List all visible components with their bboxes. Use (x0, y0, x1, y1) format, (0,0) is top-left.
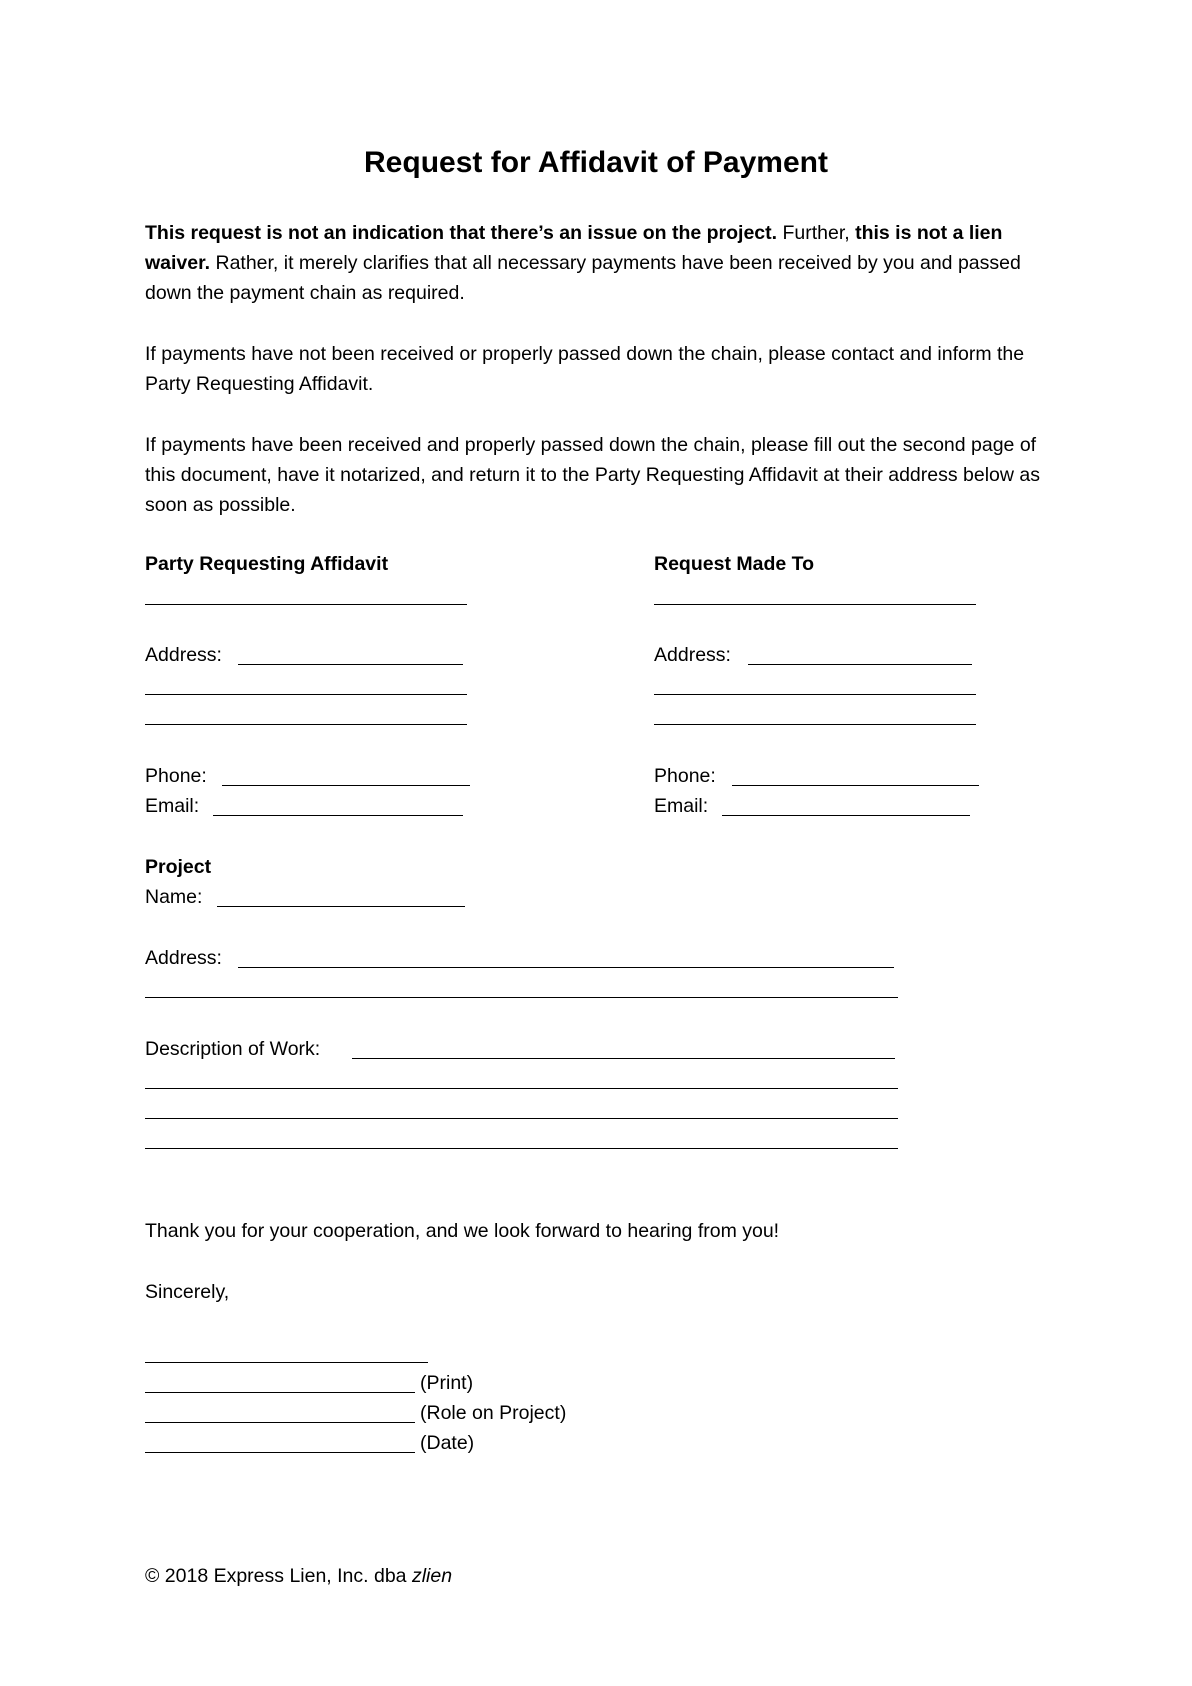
copyright-text: © 2018 Express Lien, Inc. dba (145, 1565, 412, 1587)
request-made-to-name-field[interactable] (654, 604, 976, 605)
request-made-to-email-field[interactable] (722, 815, 970, 816)
contact-paragraph: If payments have not been received or properly passed down the chain, please contact and inform the Party Requesting Affidavit. (145, 343, 1025, 395)
party-requesting-email-label: Email: (145, 795, 200, 817)
party-requesting-email-field[interactable] (213, 815, 463, 816)
document-title: Request for Affidavit of Payment (364, 146, 828, 179)
party-requesting-heading: Party Requesting Affidavit (145, 553, 389, 575)
brand-name: zlien (411, 1565, 453, 1587)
intro-bold-1: This request is not an indication that there’s an issue on the project. (145, 222, 778, 244)
request-made-to-heading: Request Made To (654, 553, 814, 575)
party-requesting-address-line-3[interactable] (145, 724, 467, 725)
instructions-paragraph: If payments have been received and properly passed down the chain, please fill out the second page of this document, have it notarized, and return it to the Party Requesting Affidavit at their address below as soon as possible. (145, 434, 1040, 516)
thank-you-text: Thank you for your cooperation, and we look forward to hearing from you! (145, 1220, 780, 1242)
project-address-line-2[interactable] (145, 997, 898, 998)
description-field[interactable] (352, 1058, 895, 1059)
project-address-label: Address: (145, 947, 222, 969)
intro-bold-2: this is not a lien waiver. (145, 222, 1003, 274)
request-made-to-phone-field[interactable] (732, 785, 979, 786)
print-name-field[interactable] (145, 1392, 415, 1393)
request-made-to-address-field[interactable] (748, 664, 972, 665)
request-made-to-email-label: Email: (654, 795, 709, 817)
print-label: (Print) (420, 1372, 474, 1394)
signature-field[interactable] (145, 1362, 428, 1363)
role-label: (Role on Project) (420, 1402, 567, 1424)
party-requesting-name-field[interactable] (145, 604, 467, 605)
description-line-2[interactable] (145, 1088, 898, 1089)
request-made-to-address-line-2[interactable] (654, 694, 976, 695)
role-field[interactable] (145, 1422, 415, 1423)
project-name-field[interactable] (217, 906, 465, 907)
party-requesting-address-field[interactable] (238, 664, 463, 665)
party-requesting-phone-field[interactable] (222, 785, 470, 786)
request-made-to-phone-label: Phone: (654, 765, 716, 787)
date-field[interactable] (145, 1452, 415, 1453)
request-made-to-address-line-3[interactable] (654, 724, 976, 725)
party-requesting-address-line-2[interactable] (145, 694, 467, 695)
description-line-3[interactable] (145, 1118, 898, 1119)
intro-text-2: Rather, it merely clarifies that all necessary payments have been received by you and passed down the payment chain as required. (145, 252, 1021, 304)
intro-text-1: Further, (777, 222, 856, 244)
description-label: Description of Work: (145, 1038, 321, 1060)
footer-copyright (145, 1561, 452, 1591)
project-address-field[interactable] (238, 967, 894, 968)
request-made-to-address-label: Address: (654, 644, 731, 666)
party-requesting-phone-label: Phone: (145, 765, 207, 787)
project-heading: Project (145, 856, 212, 878)
party-requesting-address-label: Address: (145, 644, 222, 666)
sincerely-text: Sincerely, (145, 1281, 230, 1303)
project-name-label: Name: (145, 886, 203, 908)
intro-paragraph (145, 218, 1065, 308)
description-line-4[interactable] (145, 1148, 898, 1149)
date-label: (Date) (420, 1432, 475, 1454)
